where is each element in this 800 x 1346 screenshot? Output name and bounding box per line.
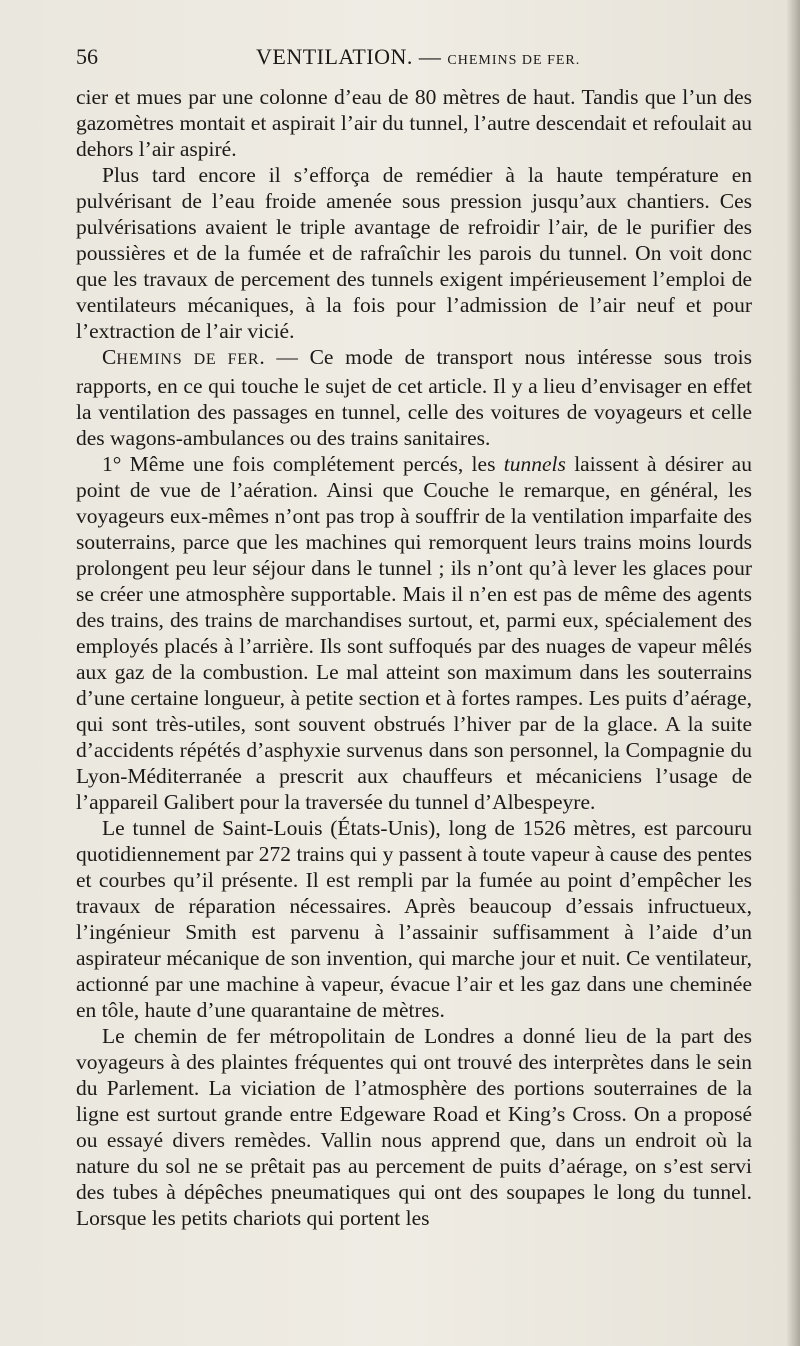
paragraph-4-italic: tunnels: [503, 452, 566, 476]
paragraph-4-after: laissent à désirer au point de vue de l’aération. Ainsi que Couche le remarque, en général, les voyageurs eux-mêmes n’ont pas trop à souffrir de la ventilation imparfaite des souterrains, parce que les machines qui remorquent leurs trains moins lourds prolongent peu leur séjour dans le tunnel ; ils n’ont qu’à lever les glaces pour se créer une atmosphère supportable. Mais il n’en est pas de même des agents des trains, des trains de marchandises surtout, et, parmi eux, spécialement des employés placés à l’arrière. Ils sont suffoqués par des nuages de vapeur mêlés aux gaz de la combustion. Le mal atteint son maximum dans les souterrains d’une certaine longueur, à petite section et à fortes rampes. Les puits d’aérage, qui sont très-utiles, sont souvent obstrués l’hiver par de la glace. A la suite d’accidents répétés d’asphyxie survenus dans son personnel, la Compagnie du Lyon-Méditerranée a prescrit aux chauffeurs et mécaniciens l’usage de l’appareil Galibert pour la traversée du tunnel d’Albespeyre.: [76, 452, 752, 814]
paragraph-6: Le chemin de fer métropolitain de Londres a donné lieu de la part des voyageurs à des plaintes fréquentes qui ont trouvé des interprètes dans le sein du Parlement. La viciation de l’atmosphère des portions souterraines de la ligne est surtout grande entre Edgeware Road et King’s Cross. On a proposé ou essayé divers remèdes. Vallin nous apprend que, dans un endroit où la nature du sol ne se prêtait pas au percement de puits d’aérage, on s’est servi des tubes à dépêches pneumatiques qui ont des soupapes le long du tunnel. Lorsque les petits chariots qui portent les: [76, 1024, 752, 1230]
paragraph-1: cier et mues par une colonne d’eau de 80 mètres de haut. Tandis que l’un des gazomètres montait et aspirait l’air du tunnel, l’autre descendait et refoulait au dehors l’air aspiré.: [76, 85, 752, 161]
paragraph-3: [76, 344, 752, 451]
paragraph-3-text: . — Ce mode de transport nous intéresse sous trois rapports, en ce qui touche le sujet de cet article. Il y a lieu d’envisager en effet la ventilation des passages en tunnel, celle des voitures de voyageurs et celle des wagons-ambulances ou des trains sanitaires.: [76, 345, 752, 450]
header-title: VENTILATION.: [256, 44, 413, 69]
paragraph-4: [76, 451, 752, 815]
body-text: [76, 84, 752, 1231]
header-subtitle: CHEMINS DE FER.: [447, 53, 581, 68]
section-lead-smallcaps: HEMINS DE FER: [116, 351, 260, 368]
paragraph-4-before: 1° Même une fois complétement percés, les: [102, 452, 504, 476]
page-edge-shadow: [786, 0, 800, 1346]
page-number: 56: [76, 44, 98, 69]
paragraph-2: Plus tard encore il s’efforça de remédier à la haute température en pulvérisant de l’eau froide amenée sous pression jusqu’aux chantiers. Ces pulvérisations avaient le triple avantage de refroidir l’air, de le purifier des poussières et de la fumée et de rafraîchir les parois du tunnel. On voit donc que les travaux de percement des tunnels exigent impérieusement l’emploi de ventilateurs mécaniques, à la fois pour l’admission de l’air neuf et pour l’extraction de l’air vicié.: [76, 163, 752, 343]
paragraph-5: Le tunnel de Saint-Louis (États-Unis), long de 1526 mètres, est parcouru quotidiennement par 272 trains qui y passent à toute vapeur à cause des pentes et courbes qu’il présente. Il est rempli par la fumée au point d’empêcher les travaux de réparation nécessaires. Après beaucoup d’essais infructueux, l’ingénieur Smith est parvenu à l’assainir suffisamment à l’aide d’un aspirateur mécanique de son invention, qui marche jour et nuit. Ce ventilateur, actionné par une machine à vapeur, évacue l’air et les gaz dans une cheminée en tôle, haute d’une quarantaine de mètres.: [76, 816, 752, 1022]
section-lead-initial: C: [102, 345, 117, 369]
header-dash: —: [412, 44, 448, 69]
running-title: [256, 44, 580, 70]
running-header: [76, 44, 752, 76]
